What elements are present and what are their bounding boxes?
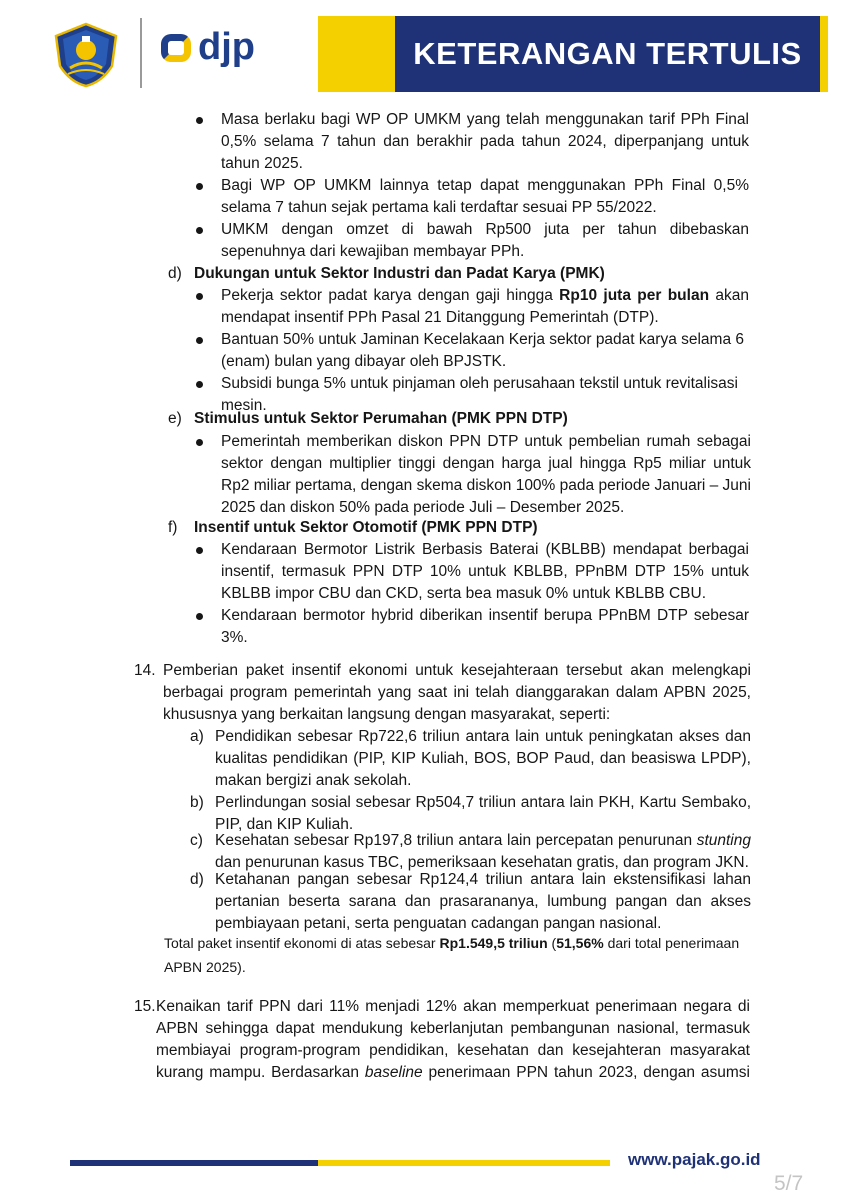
bullet-icon (196, 337, 203, 344)
section-label: e) (168, 410, 182, 427)
list-item (215, 830, 751, 874)
section-heading: Stimulus untuk Sektor Perumahan (PMK PPN DTP) (194, 410, 568, 427)
section-label: f) (168, 519, 178, 536)
paragraph: Pemberian paket insentif ekonomi untuk kesejahteraan tersebut akan melengkapi berbagai program pemerintah yang saat ini telah dianggarakan dalam APBN 2025, khususnya yang berkaitan langsung dengan masyarakat, seperti: (163, 662, 751, 723)
section-heading: Dukungan untuk Sektor Industri dan Padat Karya (PMK) (194, 265, 605, 282)
text-run: Total paket insentif ekonomi di atas sebesar (164, 935, 440, 951)
text-run-italic: stunting (696, 832, 751, 849)
bullet-icon (196, 613, 203, 620)
djp-wordmark: djp (198, 26, 255, 68)
paragraph (156, 996, 750, 1084)
text-run: penerimaan PPN tahun 2023, dengan asumsi (422, 1064, 750, 1081)
text-run: dan penurunan kasus TBC, pemeriksaan kesehatan gratis, dan program JKN. (215, 854, 749, 871)
list-item: Masa berlaku bagi WP OP UMKM yang telah menggunakan tarif PPh Final 0,5% selama 7 tahun dan berakhir pada tahun 2024, diperpanjang untuk tahun 2025. (221, 111, 749, 172)
section-label: d) (168, 265, 182, 282)
ministry-of-finance-emblem-icon (52, 22, 120, 88)
text-run-bold: Rp10 juta per bulan (559, 287, 710, 304)
text-run: Kenaikan tarif PPN dari 11% menjadi 12% akan memperkuat penerimaan negara di APBN sehingga dapat mendukung keberlanjutan pembangunan nasional, termasuk membiayai program-program pendidikan, kesehatan dan kesejahteran masyarakat kurang mampu. Berdasarkan (156, 998, 750, 1081)
list-item: Pendidikan sebesar Rp722,6 triliun antara lain untuk peningkatan akses dan kualitas pendidikan (PIP, KIP Kuliah, BOS, BOP Paud, dan beasiswa LPDP), makan bergizi anak sekolah. (215, 728, 751, 789)
document-title: KETERANGAN TERTULIS (413, 36, 802, 71)
text-run-italic: baseline (364, 1064, 423, 1081)
footer-rule-accent (318, 1160, 610, 1166)
sub-item-label: a) (190, 728, 204, 745)
page-header (0, 0, 852, 105)
list-item: Ketahanan pangan sebesar Rp124,4 triliun antara lain ekstensifikasi lahan pertanian beserta sarana dan prasarananya, lumbung pangan dan akses pembiayaan petani, serta penguatan cadangan pangan nasional. (215, 871, 751, 932)
bullet-icon (196, 381, 203, 388)
text-run-bold: Rp1.549,5 triliun (439, 935, 548, 951)
bullet-icon (196, 227, 203, 234)
bullet-icon (196, 117, 203, 124)
bullet-icon (196, 293, 203, 300)
list-item: Subsidi bunga 5% untuk pinjaman oleh perusahaan tekstil untuk revitalisasi mesin. (221, 375, 738, 414)
item-number: 15. (134, 998, 156, 1015)
item-number: 14. (134, 662, 156, 679)
text-run: ( (547, 935, 557, 951)
list-item: Kendaraan Bermotor Listrik Berbasis Baterai (KBLBB) mendapat berbagai insentif, termasuk PPN DTP 10% untuk KBLBB, PPnBM DTP 15% untuk KBLBB impor CBU dan CKD, serta bea masuk 0% untuk KBLBB CBU. (221, 541, 749, 602)
page-number: 5/7 (774, 1172, 804, 1195)
section-heading: Insentif untuk Sektor Otomotif (PMK PPN DTP) (194, 519, 538, 536)
text-run: Pekerja sektor padat karya dengan gaji hingga (221, 287, 560, 304)
djp-logo (158, 26, 278, 80)
total-summary (164, 931, 754, 979)
text-run: akan mendapat insentif PPh Pasal 21 Ditanggung Pemerintah (DTP). (221, 287, 750, 326)
bullet-icon (196, 547, 203, 554)
djp-logo-icon (161, 34, 191, 62)
header-divider (140, 18, 142, 88)
footer-url[interactable]: www.pajak.go.id (628, 1150, 761, 1169)
bullet-icon (196, 183, 203, 190)
list-item: UMKM dengan omzet di bawah Rp500 juta per tahun dibebaskan sepenuhnya dari kewajiban membayar PPh. (221, 221, 749, 260)
list-item: Perlindungan sosial sebesar Rp504,7 triliun antara lain PKH, Kartu Sembako, PIP, dan KIP Kuliah. (215, 794, 751, 833)
text-run: Kesehatan sebesar Rp197,8 triliun antara lain percepatan penurunan (215, 832, 697, 849)
text-run: dari total penerimaan APBN 2025). (164, 935, 740, 975)
sub-item-label: c) (190, 832, 203, 849)
text-run-bold: 51,56% (556, 935, 604, 951)
list-item (221, 285, 749, 329)
list-item: Kendaraan bermotor hybrid diberikan insentif berupa PPnBM DTP sebesar 3%. (221, 607, 749, 646)
list-item: Bagi WP OP UMKM lainnya tetap dapat menggunakan PPh Final 0,5% selama 7 tahun sejak pertama kali terdaftar sesuai PP 55/2022. (221, 177, 749, 216)
bullet-icon (196, 439, 203, 446)
sub-item-label: b) (190, 794, 204, 811)
list-item: Pemerintah memberikan diskon PPN DTP untuk pembelian rumah sebagai sektor dengan multiplier tinggi dengan harga jual hingga Rp5 miliar untuk Rp2 miliar pertama, dengan skema diskon 100% pada periode Januari – Juni 2025 dan diskon 50% pada periode Juli – Desember 2025. (221, 433, 751, 516)
list-item: Bantuan 50% untuk Jaminan Kecelakaan Kerja sektor padat karya selama 6 (enam) bulan yang dibayar oleh BPJSTK. (221, 331, 745, 370)
sub-item-label: d) (190, 871, 204, 888)
